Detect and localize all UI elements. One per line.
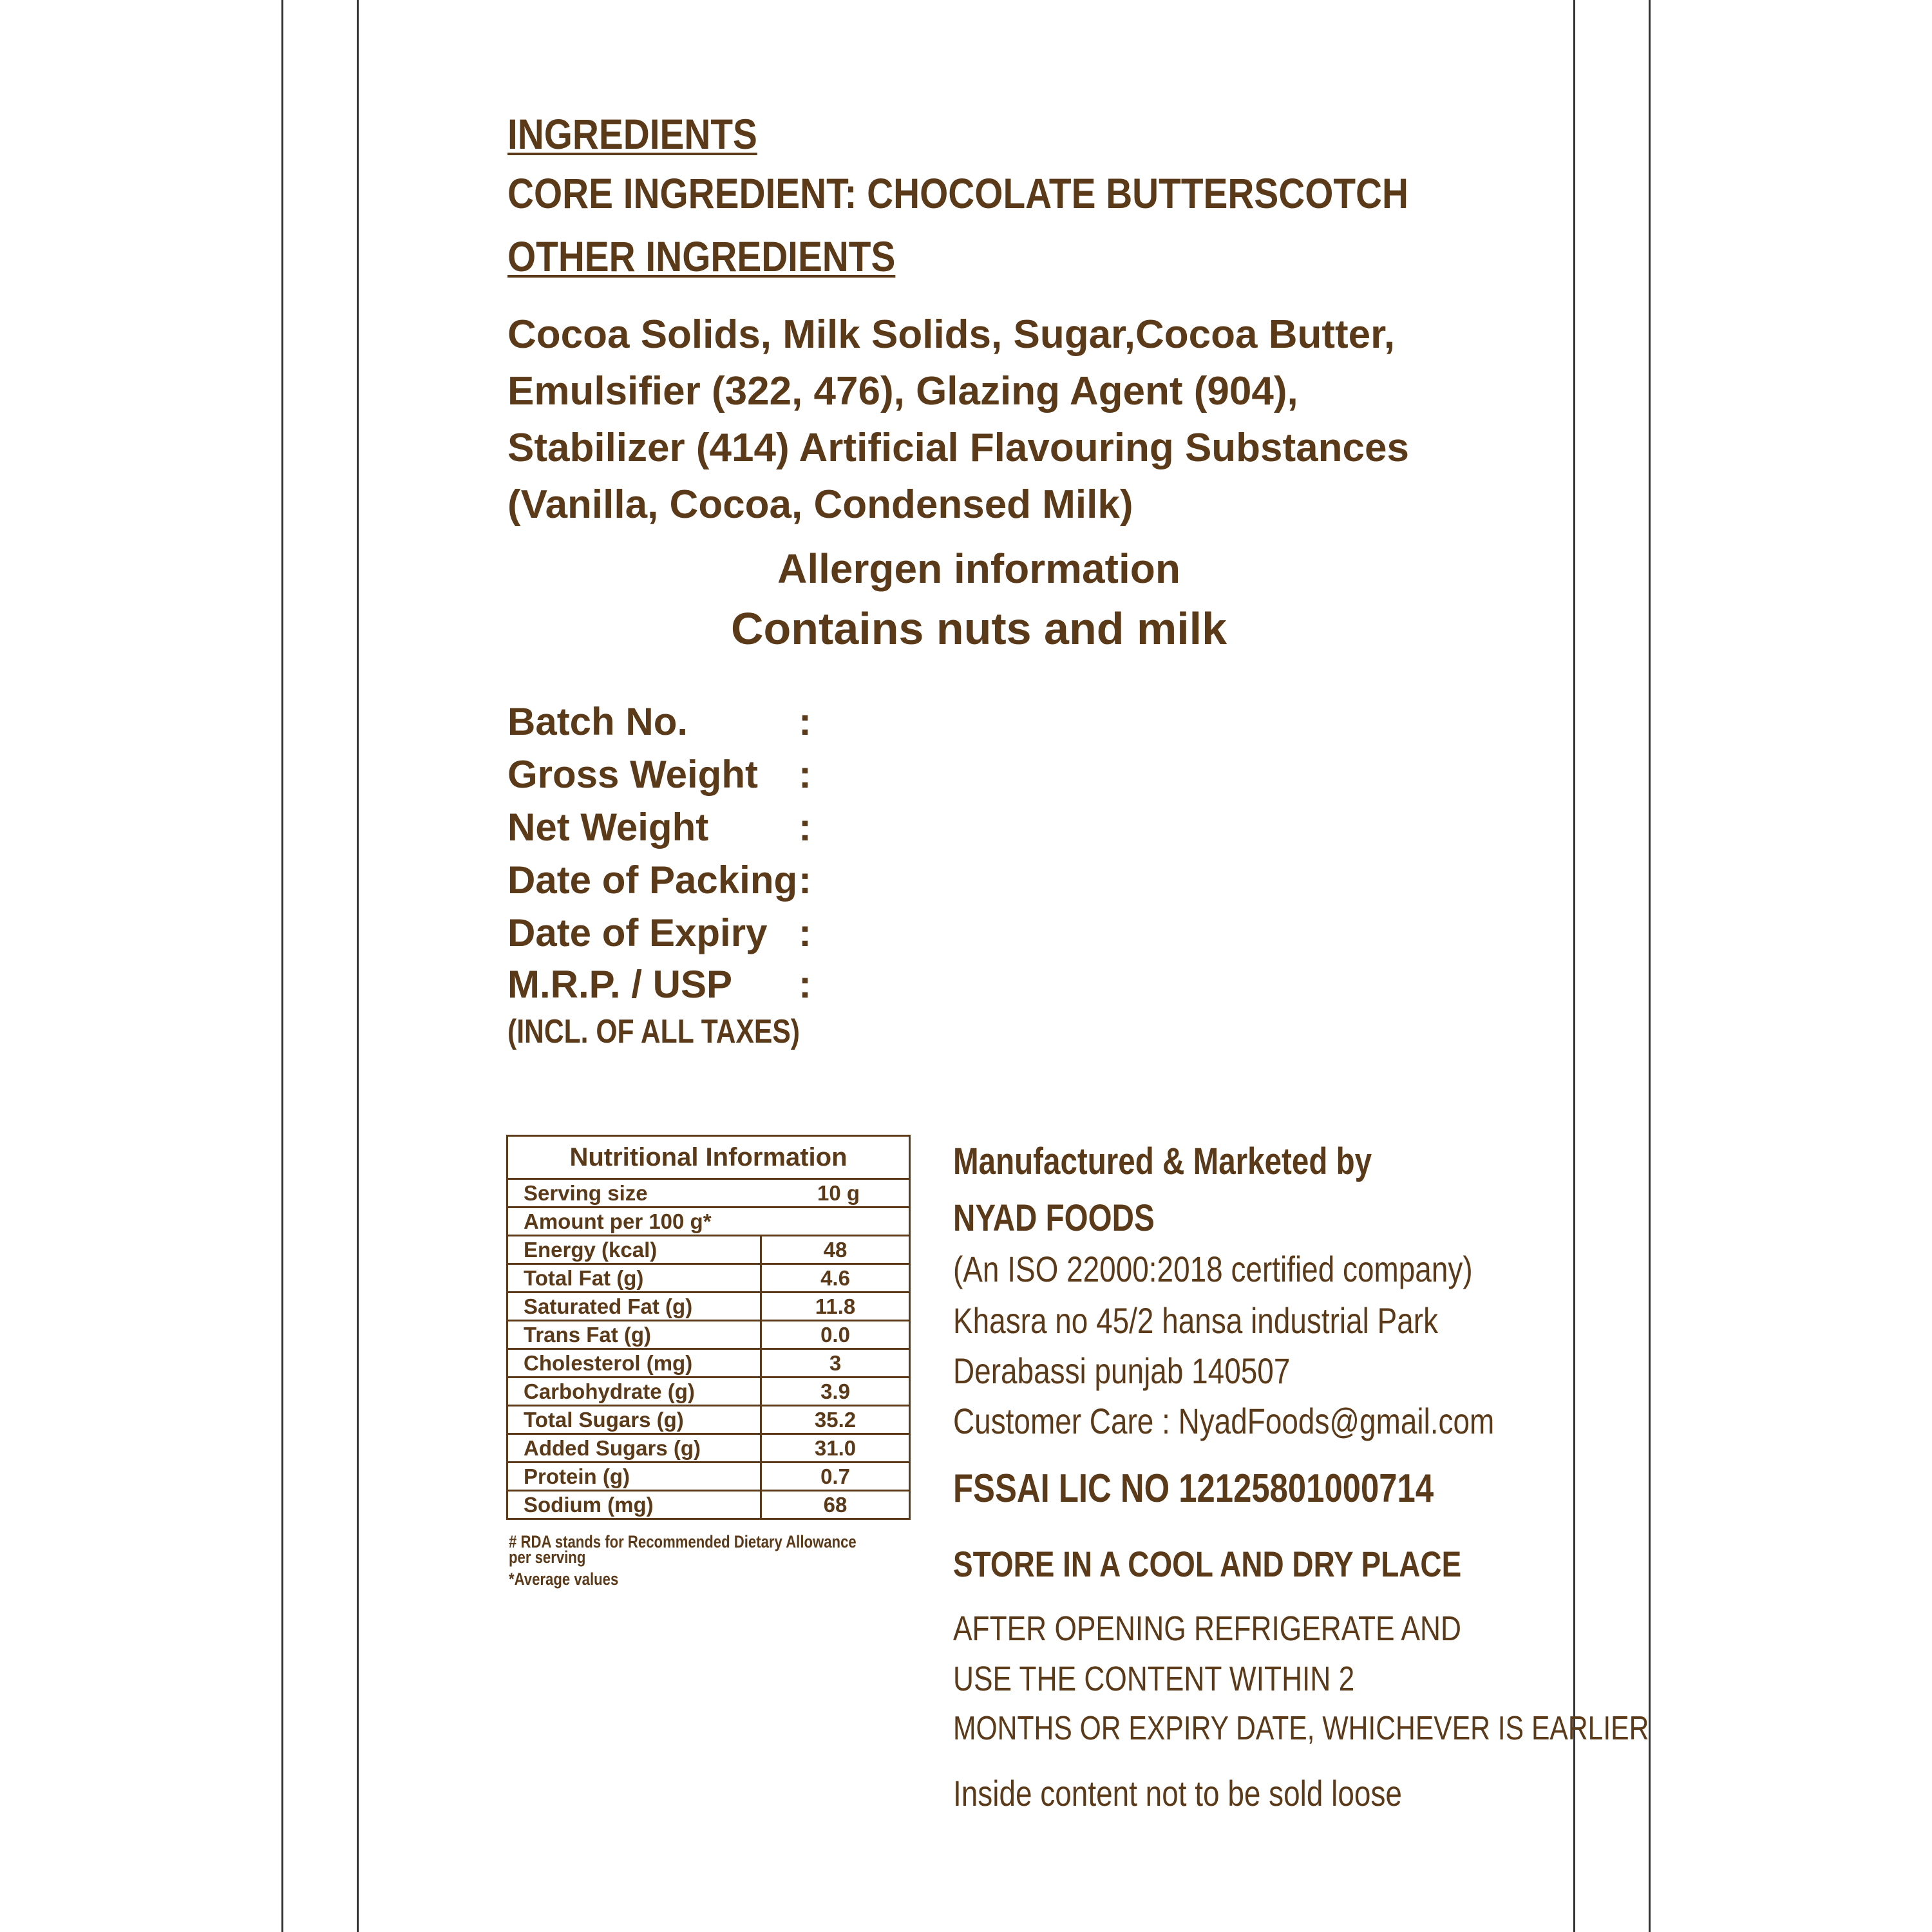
table-row	[507, 1349, 910, 1378]
nutrient-label: Carbohydrate (g)	[507, 1378, 761, 1406]
field-separator: :	[799, 911, 811, 954]
nutrient-value: 4.6	[761, 1264, 910, 1293]
after-opening-line: USE THE CONTENT WITHIN 2	[953, 1660, 1355, 1698]
ingredients-title: INGREDIENTS	[507, 110, 757, 158]
field-date-of-expiry	[507, 911, 811, 955]
amount-per-label: Amount per 100 g*	[507, 1208, 910, 1236]
nutrient-label: Energy (kcal)	[507, 1236, 761, 1264]
field-label: Batch No.	[507, 700, 688, 743]
ingredients-line: Cocoa Solids, Milk Solids, Sugar,Cocoa Butter,	[507, 312, 1396, 357]
nutrient-label: Added Sugars (g)	[507, 1434, 761, 1463]
nutrient-value: 35.2	[761, 1406, 910, 1434]
field-separator: :	[799, 700, 811, 743]
panel-fold-line-left-inner	[357, 0, 359, 1932]
table-row	[507, 1321, 910, 1349]
panel-fold-line-left-outer	[281, 0, 283, 1932]
nutrient-value: 11.8	[761, 1293, 910, 1321]
ingredients-line: Stabilizer (414) Artificial Flavouring Substances	[507, 426, 1409, 470]
field-gross-weight	[507, 752, 811, 797]
nutrient-value: 0.0	[761, 1321, 910, 1349]
field-net-weight	[507, 805, 811, 849]
allergen-heading: Allergen information	[777, 545, 1180, 592]
field-label: Gross Weight	[507, 753, 758, 796]
table-row	[507, 1406, 910, 1434]
nutrition-amount-row	[507, 1208, 910, 1236]
nutrition-serving-row	[507, 1179, 910, 1208]
nutrition-footnote	[509, 1534, 857, 1587]
after-opening-line: AFTER OPENING REFRIGERATE AND	[953, 1609, 1461, 1648]
field-separator: :	[799, 963, 811, 1006]
field-label: M.R.P. / USP	[507, 963, 732, 1006]
ingredients-list	[507, 307, 1473, 533]
nutrient-label: Trans Fat (g)	[507, 1321, 761, 1349]
customer-care: Customer Care : NyadFoods@gmail.com	[953, 1401, 1495, 1441]
storage-instruction: STORE IN A COOL AND DRY PLACE	[953, 1544, 1462, 1584]
nutrient-value: 0.7	[761, 1463, 910, 1491]
table-row	[507, 1491, 910, 1519]
field-label: Date of Expiry	[507, 911, 768, 954]
serving-size-label: Serving size	[524, 1181, 648, 1205]
table-row	[507, 1463, 910, 1491]
nutrient-value: 3	[761, 1349, 910, 1378]
other-ingredients-title: OTHER INGREDIENTS	[507, 232, 896, 280]
mrp-tax-note: (INCL. OF ALL TAXES)	[507, 1013, 800, 1050]
field-separator: :	[799, 806, 811, 849]
ingredients-line: Emulsifier (322, 476), Glazing Agent (904),	[507, 369, 1298, 413]
nutrient-label: Total Fat (g)	[507, 1264, 761, 1293]
ingredients-line: (Vanilla, Cocoa, Condensed Milk)	[507, 482, 1133, 527]
serving-size-value: 10 g	[817, 1181, 860, 1205]
field-date-of-packing	[507, 858, 811, 902]
rda-footnote: # RDA stands for Recommended Dietary Allowance per serving	[509, 1532, 857, 1567]
company-name: NYAD FOODS	[953, 1197, 1155, 1239]
field-separator: :	[799, 858, 811, 902]
nutrition-table	[506, 1135, 911, 1520]
core-ingredient: CORE INGREDIENT: CHOCOLATE BUTTERSCOTCH	[507, 169, 1409, 217]
nutrient-label: Cholesterol (mg)	[507, 1349, 761, 1378]
panel-fold-line-right-inner	[1573, 0, 1575, 1932]
field-mrp	[507, 962, 811, 1007]
address-line: Khasra no 45/2 hansa industrial Park	[953, 1300, 1439, 1341]
serving-size-cell	[507, 1179, 910, 1208]
manufacturer-title: Manufactured & Marketed by	[953, 1141, 1372, 1182]
nutrient-value: 3.9	[761, 1378, 910, 1406]
table-row	[507, 1264, 910, 1293]
table-row	[507, 1434, 910, 1463]
nutrition-title-row	[507, 1136, 910, 1179]
nutrient-label: Total Sugars (g)	[507, 1406, 761, 1434]
allergen-text: Contains nuts and milk	[730, 603, 1227, 654]
field-label: Date of Packing	[507, 858, 798, 902]
nutrient-label: Sodium (mg)	[507, 1491, 761, 1519]
nutrient-value: 48	[761, 1236, 910, 1264]
not-sold-loose-note: Inside content not to be sold loose	[953, 1773, 1402, 1814]
nutrition-title: Nutritional Information	[507, 1136, 910, 1179]
panel-fold-line-right-outer	[1649, 0, 1651, 1932]
fssai-license: FSSAI LIC NO 12125801000714	[953, 1466, 1434, 1511]
iso-certification: (An ISO 22000:2018 certified company)	[953, 1249, 1473, 1289]
field-label: Net Weight	[507, 806, 709, 849]
field-separator: :	[799, 753, 811, 796]
field-batch-no	[507, 699, 811, 744]
address-line: Derabassi punjab 140507	[953, 1350, 1291, 1391]
nutrient-value: 68	[761, 1491, 910, 1519]
nutrient-value: 31.0	[761, 1434, 910, 1463]
nutrient-label: Protein (g)	[507, 1463, 761, 1491]
nutrient-label: Saturated Fat (g)	[507, 1293, 761, 1321]
after-opening-line: MONTHS OR EXPIRY DATE, WHICHEVER IS EARLIER	[953, 1710, 1649, 1747]
table-row	[507, 1378, 910, 1406]
average-values-footnote: *Average values	[509, 1569, 619, 1589]
table-row	[507, 1236, 910, 1264]
table-row	[507, 1293, 910, 1321]
